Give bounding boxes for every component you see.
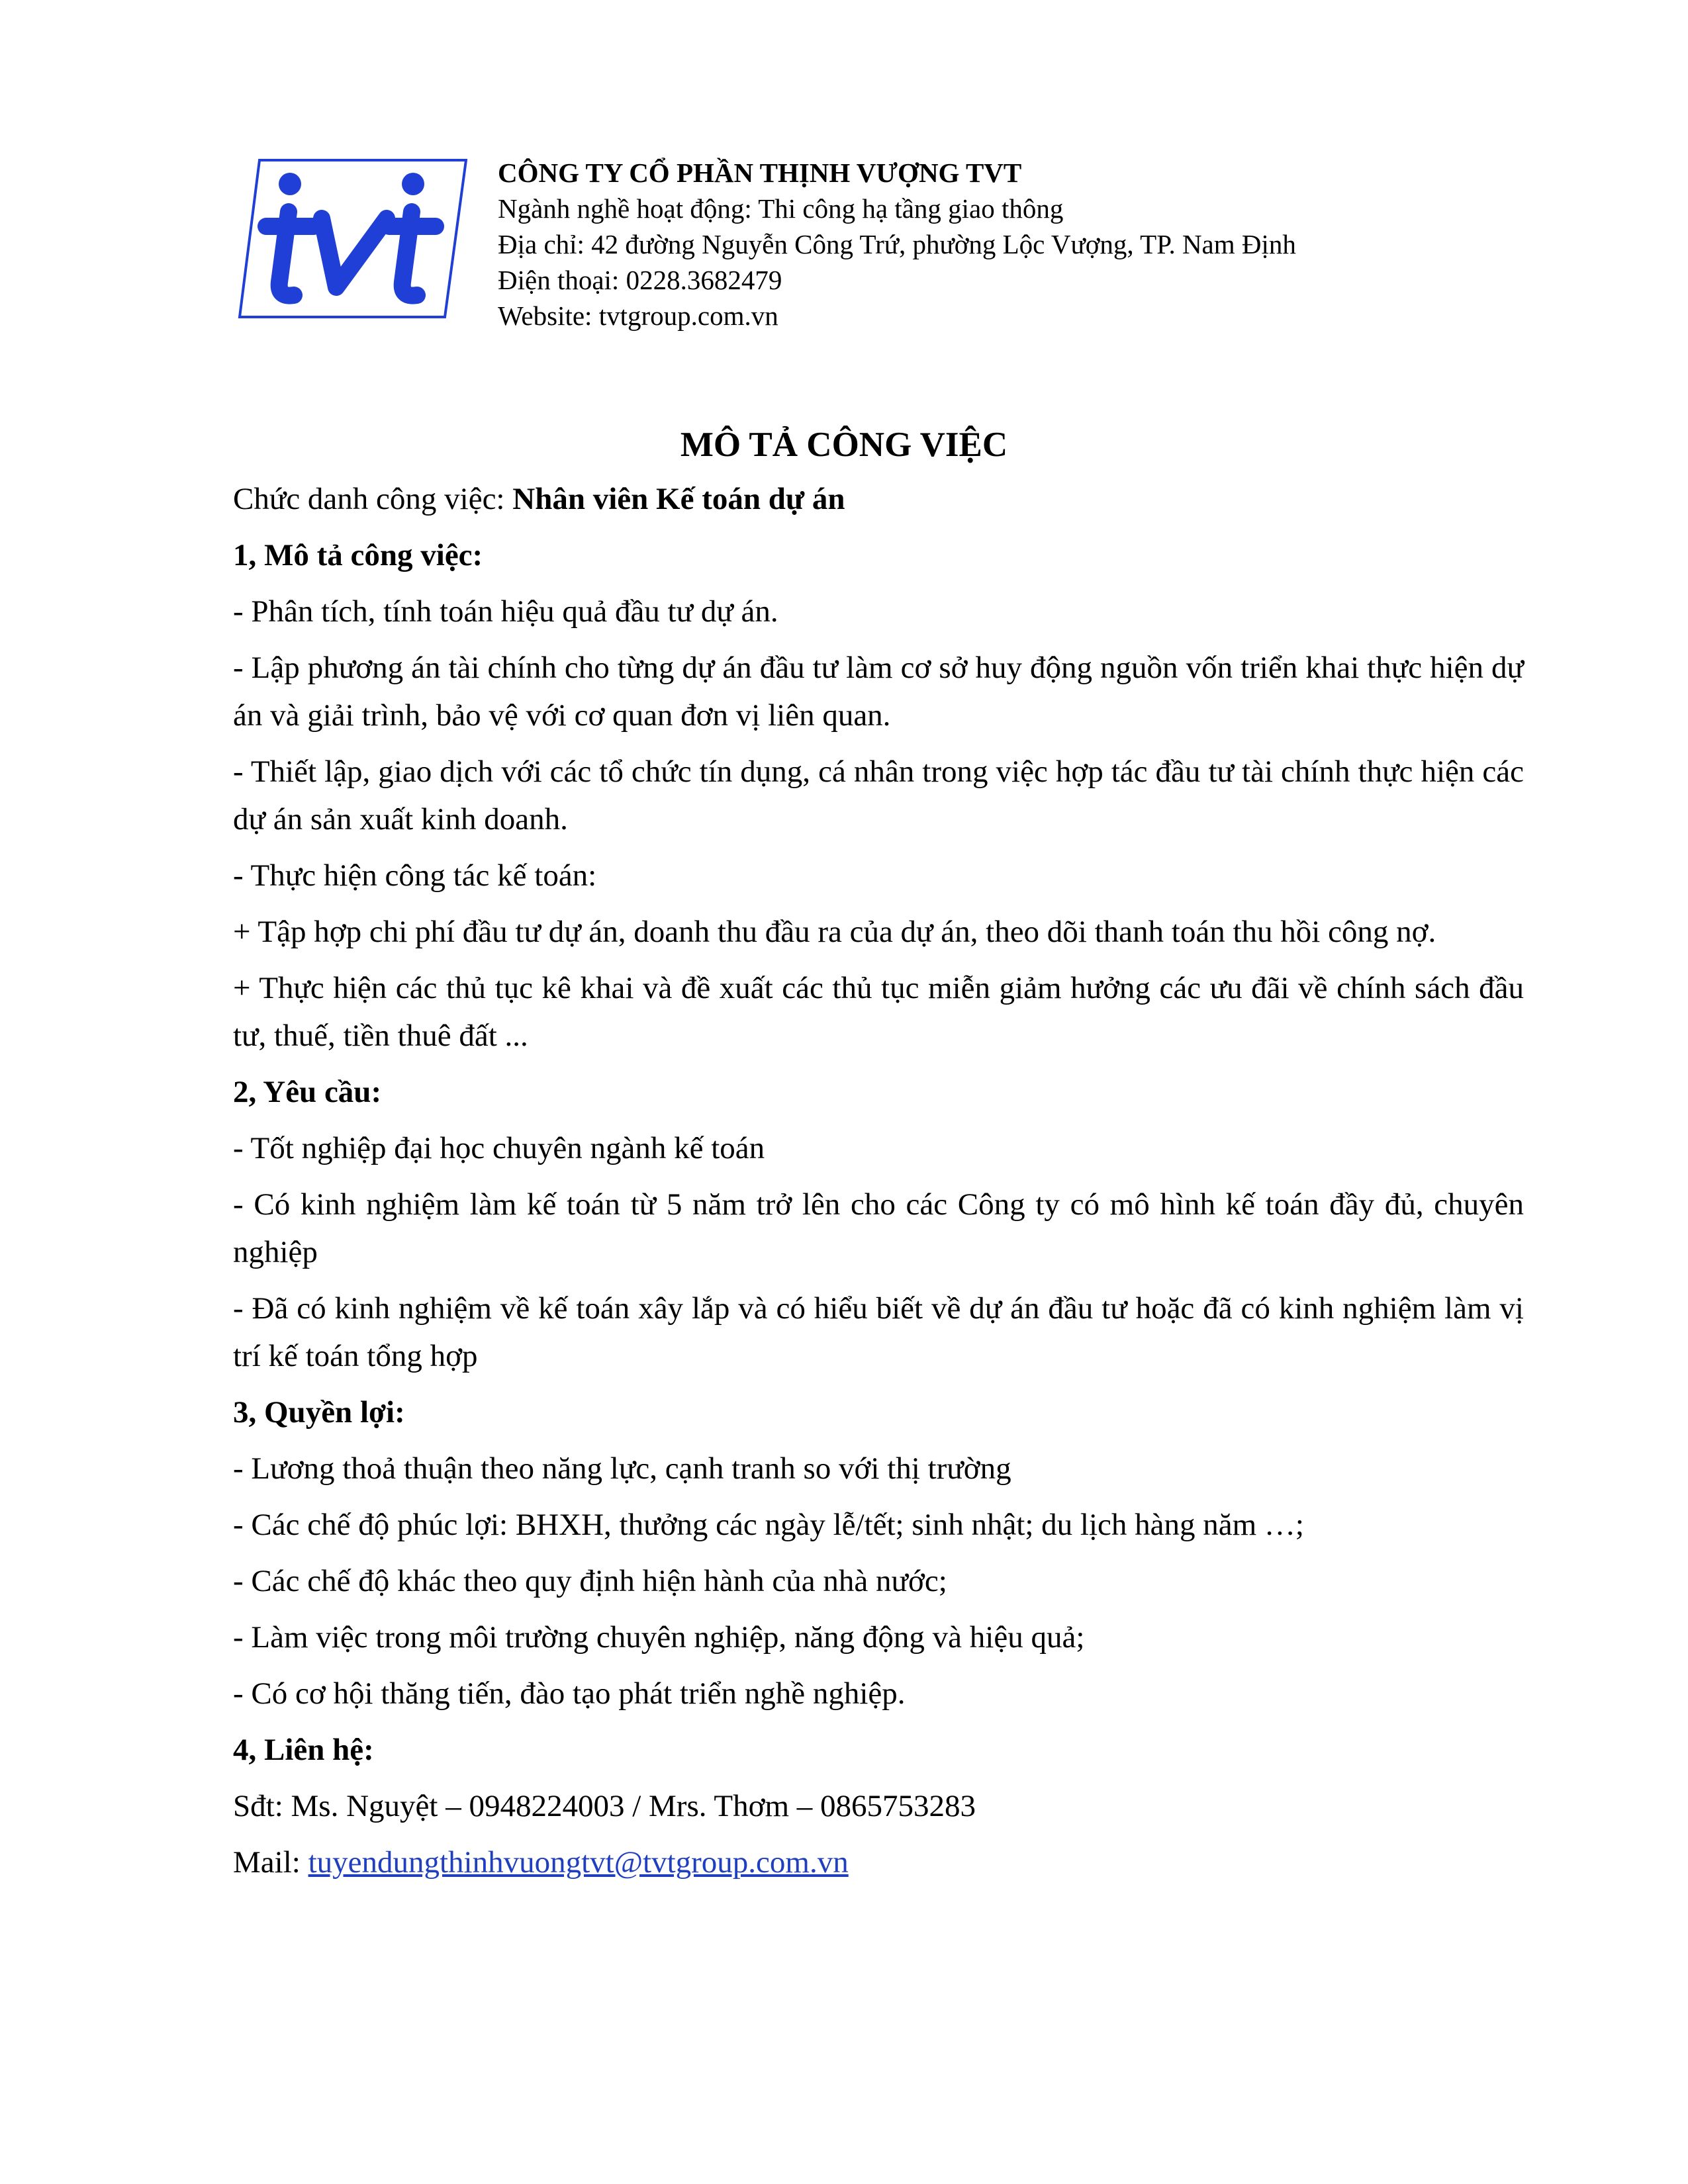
company-name: CÔNG TY CỔ PHẦN THỊNH VƯỢNG TVT — [498, 158, 1022, 188]
description-item: - Phân tích, tính toán hiệu quả đầu tư dự án. — [233, 594, 778, 629]
company-address: Địa chỉ: 42 đường Nguyễn Công Trứ, phường Lộc Vượng, TP. Nam Định — [498, 229, 1296, 259]
benefit-item: - Có cơ hội thăng tiến, đào tạo phát triển nghề nghiệp. — [233, 1676, 906, 1711]
benefit-item: - Các chế độ khác theo quy định hiện hành của nhà nước; — [233, 1564, 947, 1598]
benefit-item: - Các chế độ phúc lợi: BHXH, thưởng các ngày lễ/tết; sinh nhật; du lịch hàng năm …; — [233, 1508, 1304, 1542]
benefit-item: - Làm việc trong môi trường chuyên nghiệp, năng động và hiệu quả; — [233, 1620, 1085, 1655]
position-line — [233, 475, 1524, 523]
company-phone: Điện thoại: 0228.3682479 — [498, 265, 782, 295]
section-heading-description: 1, Mô tả công việc: — [233, 538, 483, 572]
description-item: - Thiết lập, giao dịch với các tổ chức tín dụng, cá nhân trong việc hợp tác đầu tư tài chính thực hiện các dự án sản xuất kinh doanh. — [233, 754, 1524, 837]
benefit-item: - Lương thoả thuận theo năng lực, cạnh tranh so với thị trường — [233, 1451, 1011, 1486]
description-item: + Thực hiện các thủ tục kê khai và đề xuất các thủ tục miễn giảm hưởng các ưu đãi về chính sách đầu tư, thuế, tiền thuê đất ... — [233, 971, 1524, 1053]
contact-mail-link[interactable]: tuyendungthinhvuongtvt@tvtgroup.com.vn — [308, 1845, 849, 1880]
document-body — [233, 475, 1524, 1886]
section-heading-benefits: 3, Quyền lợi: — [233, 1395, 405, 1430]
description-item: + Tập hợp chi phí đầu tư dự án, doanh thu đầu ra của dự án, theo dõi thanh toán thu hồi công nợ. — [233, 915, 1436, 949]
company-business: Ngành nghề hoạt động: Thi công hạ tầng giao thông — [498, 193, 1064, 224]
section-heading-contact: 4, Liên hệ: — [233, 1733, 374, 1767]
contact-phone: Sđt: Ms. Nguyệt – 0948224003 / Mrs. Thơm – 0865753283 — [233, 1789, 976, 1823]
company-website: Website: tvtgroup.com.vn — [498, 300, 778, 331]
requirement-item: - Tốt nghiệp đại học chuyên ngành kế toán — [233, 1131, 765, 1165]
company-header — [498, 155, 1623, 334]
description-item: - Lập phương án tài chính cho từng dự án đầu tư làm cơ sở huy động nguồn vốn triển khai thực hiện dự án và giải trình, bảo vệ với cơ quan đơn vị liên quan. — [233, 651, 1524, 733]
contact-mail-label: Mail: — [233, 1845, 308, 1880]
company-logo — [237, 158, 467, 320]
requirement-item: - Có kinh nghiệm làm kế toán từ 5 năm trở lên cho các Công ty có mô hình kế toán đầy đủ, chuyên nghiệp — [233, 1187, 1524, 1269]
position-value: Nhân viên Kế toán dự án — [512, 482, 845, 516]
contact-mail-line — [233, 1839, 1524, 1886]
section-heading-requirements: 2, Yêu cầu: — [233, 1075, 382, 1109]
description-item: - Thực hiện công tác kế toán: — [233, 858, 597, 893]
document-title: MÔ TẢ CÔNG VIỆC — [680, 426, 1008, 464]
requirement-item: - Đã có kinh nghiệm về kế toán xây lắp và có hiểu biết về dự án đầu tư hoặc đã có kinh nghiệm làm vị trí kế toán tổng hợp — [233, 1291, 1524, 1373]
position-label: Chức danh công việc: — [233, 482, 513, 516]
